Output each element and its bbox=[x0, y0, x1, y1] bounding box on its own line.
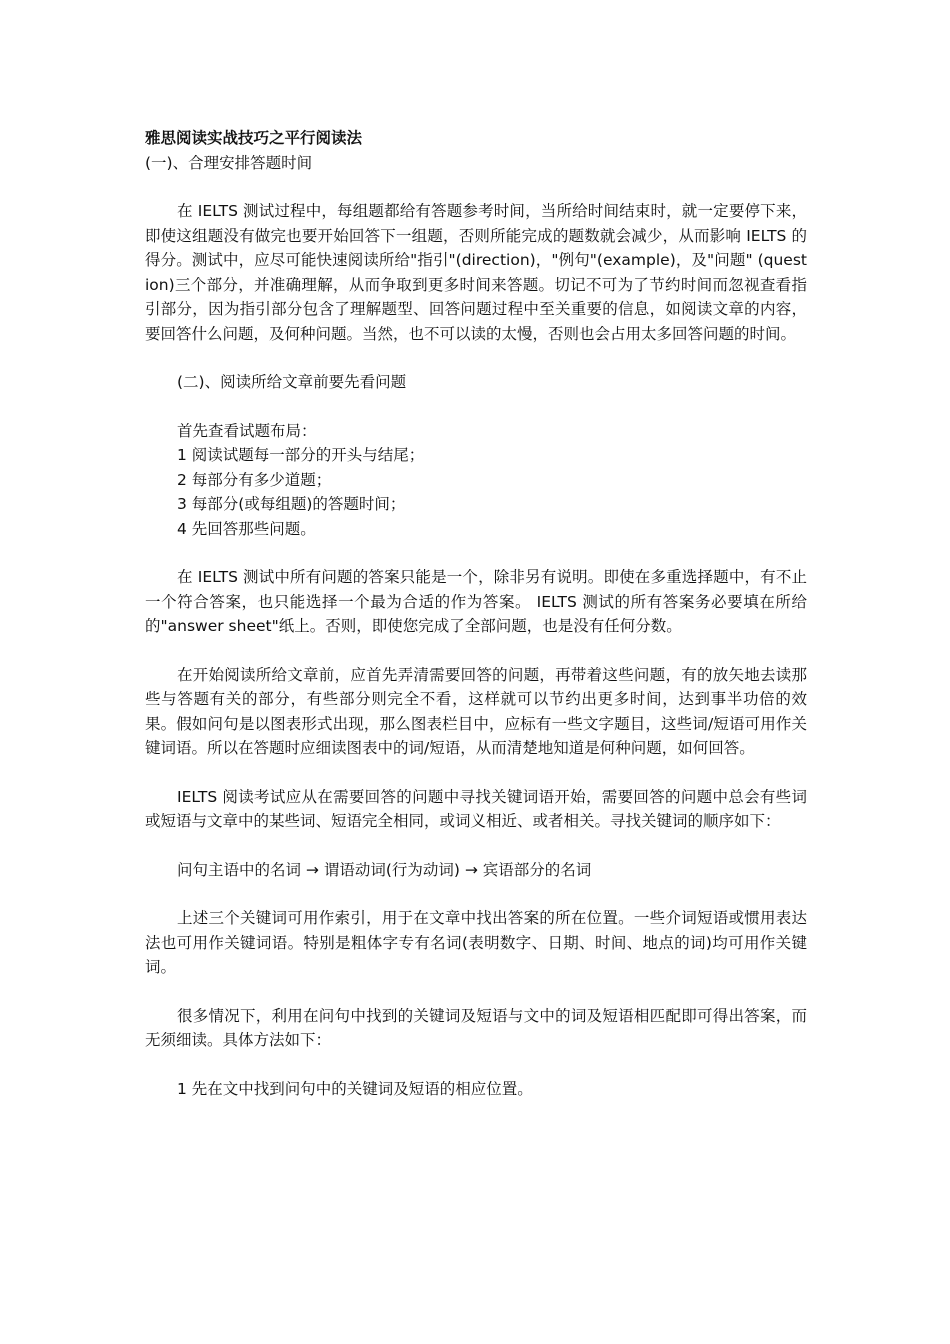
layout-checklist bbox=[145, 419, 807, 542]
list-item: 4 先回答那些问题。 bbox=[177, 519, 316, 538]
section-heading-2: (二)、阅读所给文章前要先看问题 bbox=[177, 373, 407, 391]
paragraph-single-answer: 在 IELTS 测试中所有问题的答案只能是一个，除非另有说明。即使在多重选择题中，有不止一个符合答案，也只能选择一个最为合适的作为答案。 IELTS 测试的所有答案务必要填在所给的"answer sheet"纸上。否则，即使您完成了全部问题，也是没有任何分数。 bbox=[145, 568, 807, 635]
document-title: 雅思阅读实战技巧之平行阅读法 bbox=[145, 129, 363, 147]
paragraph-time-management: 在 IELTS 测试过程中，每组题都给有答题参考时间，当所给时间结束时，就一定要停下来，即使这组题没有做完也要开始回答下一组题，否则所能完成的题数就会减少，从而影响 IELTS 的得分。测试中，应尽可能快速阅读所给"指引"(direction)，"例句"(example)，及"问题" (question)三个部分，并准确理解，从而争取到更多时间来答题。切记不可为了节约时间而忽视查看指引部分，因为指引部分包含了理解题型、回答问题过程中至关重要的信息，如阅读文章的内容，要回答什么问题，及何种问题。当然，也不可以读的太慢，否则也会占用太多回答问题的时间。 bbox=[145, 202, 807, 343]
method-step-1: 1 先在文中找到问句中的关键词及短语的相应位置。 bbox=[177, 1079, 533, 1098]
section-heading-1: (一)、合理安排答题时间 bbox=[145, 153, 313, 172]
list-item: 1 阅读试题每一部分的开头与结尾； bbox=[177, 446, 425, 464]
keyword-order: 问句主语中的名词 → 谓语动词(行为动词) → 宾语部分的名词 bbox=[177, 860, 592, 879]
list-item: 3 每部分(或每组题)的答题时间； bbox=[177, 495, 406, 513]
document-page bbox=[145, 126, 807, 1125]
paragraph-keyword-index: 上述三个关键词可用作索引，用于在文章中找出答案的所在位置。一些介词短语或惯用表达法也可用作关键词语。特别是粗体字专有名词(表明数字、日期、时间、地点的词)均可用作关键词。 bbox=[145, 909, 807, 976]
checklist-intro: 首先查看试题布局： bbox=[177, 421, 317, 440]
paragraph-read-questions-first: 在开始阅读所给文章前，应首先弄清需要回答的问题，再带着这些问题，有的放矢地去读那些与答题有关的部分，有些部分则完全不看，这样就可以节约出更多时间，达到事半功倍的效果。假如问句是以图表形式出现，那么图表栏目中，应标有一些文字题目，这些词/短语可用作关键词语。所以在答题时应细读图表中的词/短语，从而清楚地知道是何种问题，如何回答。 bbox=[145, 665, 807, 757]
paragraph-matching: 很多情况下，利用在问句中找到的关键词及短语与文中的词及短语相匹配即可得出答案，而无须细读。具体方法如下： bbox=[145, 1006, 807, 1049]
list-item: 2 每部分有多少道题； bbox=[177, 470, 332, 489]
paragraph-keywords: IELTS 阅读考试应从在需要回答的问题中寻找关键词语开始，需要回答的问题中总会有些词或短语与文章中的某些词、短语完全相同，或词义相近、或者相关。寻找关键词的顺序如下： bbox=[145, 787, 807, 830]
